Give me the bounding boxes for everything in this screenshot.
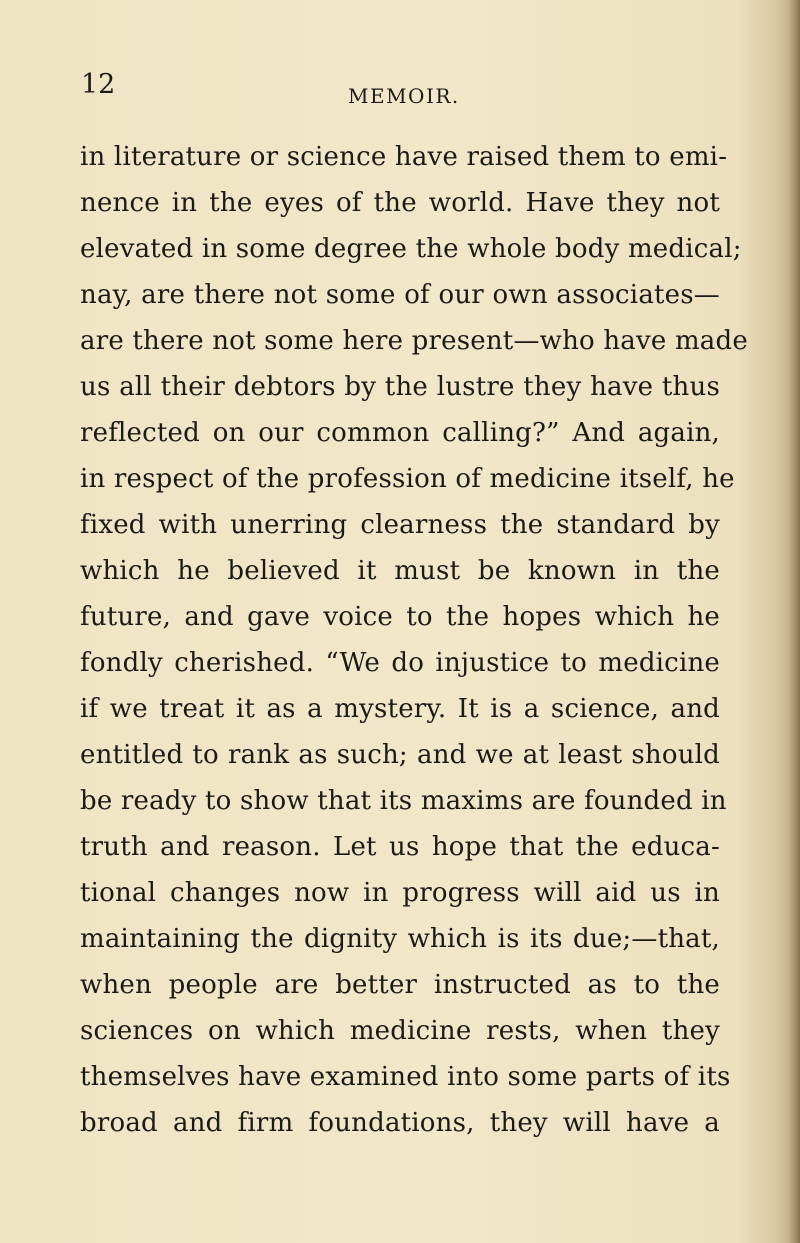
text-line: us all their debtors by the lustre they have thus [80,372,720,402]
text-line: are there not some here present—who have made [80,326,748,356]
text-line: tional changes now in progress will aid us in [80,878,720,908]
text-line: nence in the eyes of the world. Have they not [80,188,720,218]
text-line: future, and gave voice to the hopes which he [80,602,720,632]
text-line: sciences on which medicine rests, when they [80,1016,720,1046]
text-line: truth and reason. Let us hope that the educa- [80,832,720,862]
text-line: elevated in some degree the whole body medical; [80,234,742,264]
page-number: 12 [81,69,116,100]
text-line: maintaining the dignity which is its due;—that, [80,924,720,954]
text-line: in literature or science have raised them to emi- [80,142,728,172]
text-line: if we treat it as a mystery. It is a science, and [80,694,720,724]
text-line: when people are better instructed as to the [80,970,720,1000]
text-line: reflected on our common calling?” And again, [80,418,720,448]
text-line: nay, are there not some of our own associates— [80,280,720,310]
text-line: entitled to rank as such; and we at least should [80,740,720,770]
text-line: which he believed it must be known in the [80,556,720,586]
text-line: be ready to show that its maxims are founded in [80,786,727,816]
text-line: fondly cherished. “We do injustice to medicine [80,648,720,678]
text-line: in respect of the profession of medicine itself, he [80,464,735,494]
page-edge-shadow [788,0,800,1243]
running-title: MEMOIR. [348,84,460,108]
text-line: fixed with unerring clearness the standard by [80,510,720,540]
text-line: broad and firm foundations, they will have a [80,1108,720,1138]
body-text [80,134,748,1146]
text-line: themselves have examined into some parts of its [80,1062,731,1092]
